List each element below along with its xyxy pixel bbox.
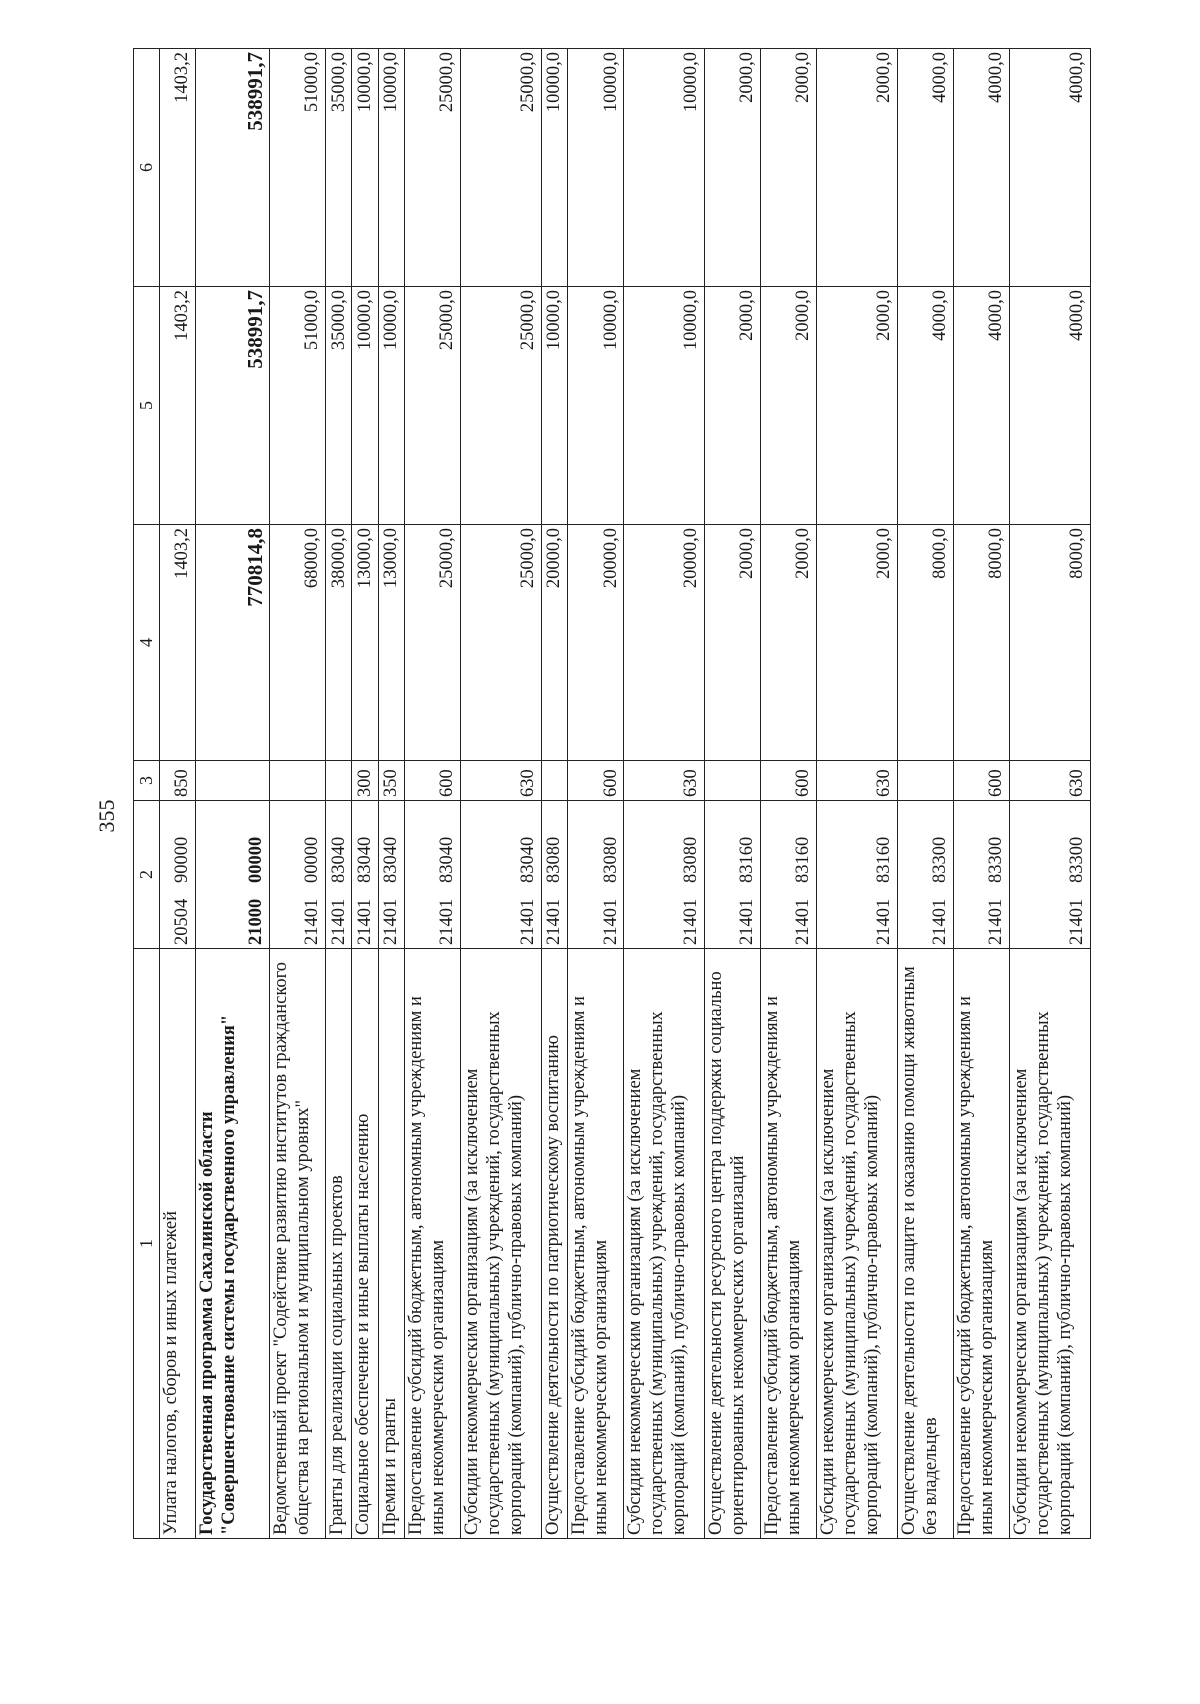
row-name: Осуществление деятельности по защите и оказанию помощи животным без владельцев [897, 949, 953, 1539]
row-expense-type: 600 [954, 761, 1010, 801]
row-expense-type [326, 761, 352, 801]
row-expense-type: 630 [461, 761, 542, 801]
row-code [461, 801, 542, 949]
code-part-1: 20504 [171, 898, 192, 945]
table-row [954, 49, 1010, 1539]
row-expense-type: 600 [405, 761, 461, 801]
row-code [704, 801, 760, 949]
row-value-v4: 2000,0 [761, 525, 817, 761]
row-code [378, 801, 404, 949]
code-part-2: 90000 [171, 836, 192, 883]
row-name: Гранты для реализации социальных проектов [326, 949, 352, 1539]
row-expense-type [269, 761, 325, 801]
row-value-v6: 4000,0 [954, 49, 1010, 287]
row-expense-type [195, 761, 269, 801]
code-part-2: 00000 [302, 836, 323, 883]
column-header-2: 2 [134, 801, 160, 949]
row-expense-type: 300 [352, 761, 378, 801]
code-part-1: 21401 [681, 898, 702, 945]
row-value-v4: 1403,2 [159, 525, 195, 761]
code-part-1: 21000 [246, 898, 267, 945]
table-row [1010, 49, 1091, 1539]
row-expense-type: 600 [568, 761, 624, 801]
row-name: Осуществление деятельности по патриотическому воспитанию [541, 949, 567, 1539]
row-value-v6: 2000,0 [761, 49, 817, 287]
table-row [352, 49, 378, 1539]
code-part-2: 83300 [986, 836, 1007, 883]
row-value-v6: 4000,0 [1010, 49, 1091, 287]
row-value-v5: 2000,0 [817, 287, 898, 525]
code-part-2: 83040 [381, 836, 402, 883]
row-value-v5: 4000,0 [897, 287, 953, 525]
row-expense-type [897, 761, 953, 801]
code-part-1: 21401 [302, 898, 323, 945]
table-row [817, 49, 898, 1539]
code-part-1: 21401 [381, 898, 402, 945]
row-code [817, 801, 898, 949]
code-part-2: 83080 [544, 836, 565, 883]
row-code [541, 801, 567, 949]
code-part-1: 21401 [544, 898, 565, 945]
row-code [761, 801, 817, 949]
code-part-2: 83300 [1067, 836, 1088, 883]
row-value-v6: 4000,0 [897, 49, 953, 287]
row-code [624, 801, 705, 949]
table-body [134, 49, 1091, 1539]
row-expense-type: 630 [817, 761, 898, 801]
row-value-v4: 25000,0 [461, 525, 542, 761]
row-value-v6: 10000,0 [568, 49, 624, 287]
row-value-v5: 35000,0 [326, 287, 352, 525]
row-value-v6: 2000,0 [817, 49, 898, 287]
row-value-v4: 2000,0 [704, 525, 760, 761]
row-value-v5: 10000,0 [568, 287, 624, 525]
row-name: Субсидии некоммерческим организациям (за исключением государственных (муниципальных) учреждений, государственных корпораций (компаний), публично-правовых компаний) [624, 949, 705, 1539]
code-part-1: 21401 [600, 898, 621, 945]
row-value-v5: 4000,0 [954, 287, 1010, 525]
row-value-v4: 8000,0 [954, 525, 1010, 761]
row-value-v4: 8000,0 [1010, 525, 1091, 761]
row-name: Государственная программа Сахалинской области "Совершенствование системы государственного управления" [195, 949, 269, 1539]
row-name: Предоставление субсидий бюджетным, автономным учреждениям и иным некоммерческим организациям [954, 949, 1010, 1539]
row-expense-type: 630 [624, 761, 705, 801]
table-row [326, 49, 352, 1539]
table-row [624, 49, 705, 1539]
row-value-v6: 538991,7 [195, 49, 269, 287]
table-row [761, 49, 817, 1539]
row-value-v4: 68000,0 [269, 525, 325, 761]
column-header-5: 5 [134, 287, 160, 525]
row-code [897, 801, 953, 949]
row-value-v5: 1403,2 [159, 287, 195, 525]
row-value-v6: 35000,0 [326, 49, 352, 287]
row-value-v4: 8000,0 [897, 525, 953, 761]
table-row [269, 49, 325, 1539]
row-value-v4: 20000,0 [568, 525, 624, 761]
table-row [461, 49, 542, 1539]
row-value-v4: 38000,0 [326, 525, 352, 761]
row-name: Предоставление субсидий бюджетным, автономным учреждениям и иным некоммерческим организациям [568, 949, 624, 1539]
table-row [541, 49, 567, 1539]
row-value-v5: 2000,0 [704, 287, 760, 525]
row-name: Субсидии некоммерческим организациям (за исключением государственных (муниципальных) учреждений, государственных корпораций (компаний), публично-правовых компаний) [1010, 949, 1091, 1539]
row-code [352, 801, 378, 949]
row-value-v4: 13000,0 [352, 525, 378, 761]
row-name: Осуществление деятельности ресурсного центра поддержки социально ориентированных некоммерческих организаций [704, 949, 760, 1539]
row-value-v5: 10000,0 [541, 287, 567, 525]
code-part-1: 21401 [737, 898, 758, 945]
row-name: Субсидии некоммерческим организациям (за исключением государственных (муниципальных) учреждений, государственных корпораций (компаний), публично-правовых компаний) [461, 949, 542, 1539]
code-part-1: 21401 [518, 898, 539, 945]
code-part-2: 83300 [930, 836, 951, 883]
row-value-v4: 20000,0 [541, 525, 567, 761]
row-code [954, 801, 1010, 949]
code-part-2: 83040 [518, 836, 539, 883]
column-header-1: 1 [134, 949, 160, 1539]
row-value-v4: 770814,8 [195, 525, 269, 761]
code-part-1: 21401 [986, 898, 1007, 945]
code-part-2: 83080 [600, 836, 621, 883]
row-value-v6: 10000,0 [378, 49, 404, 287]
column-header-6: 6 [134, 49, 160, 287]
column-header-3: 3 [134, 761, 160, 801]
table-row [378, 49, 404, 1539]
row-value-v6: 1403,2 [159, 49, 195, 287]
row-expense-type: 850 [159, 761, 195, 801]
code-part-1: 21401 [793, 898, 814, 945]
code-part-1: 21401 [930, 898, 951, 945]
row-expense-type: 600 [761, 761, 817, 801]
row-value-v4: 25000,0 [405, 525, 461, 761]
row-code [269, 801, 325, 949]
row-value-v6: 10000,0 [624, 49, 705, 287]
table-row [704, 49, 760, 1539]
table-row [405, 49, 461, 1539]
row-name: Ведомственный проект "Содействие развитию институтов гражданского общества на региональном и муниципальном уровнях" [269, 949, 325, 1539]
row-expense-type [704, 761, 760, 801]
row-code [195, 801, 269, 949]
code-part-2: 83040 [328, 836, 349, 883]
row-value-v5: 4000,0 [1010, 287, 1091, 525]
row-name: Предоставление субсидий бюджетным, автономным учреждениям и иным некоммерческим организациям [761, 949, 817, 1539]
row-value-v5: 25000,0 [405, 287, 461, 525]
code-part-2: 00000 [246, 836, 267, 883]
row-value-v6: 25000,0 [405, 49, 461, 287]
code-part-1: 21401 [874, 898, 895, 945]
row-value-v6: 2000,0 [704, 49, 760, 287]
table-row [568, 49, 624, 1539]
table-row [159, 49, 195, 1539]
code-part-2: 83160 [793, 836, 814, 883]
code-part-1: 21401 [1067, 898, 1088, 945]
row-name: Предоставление субсидий бюджетным, автономным учреждениям и иным некоммерческим организациям [405, 949, 461, 1539]
row-value-v6: 51000,0 [269, 49, 325, 287]
row-value-v5: 10000,0 [624, 287, 705, 525]
row-code [159, 801, 195, 949]
code-part-2: 83160 [737, 836, 758, 883]
row-value-v4: 13000,0 [378, 525, 404, 761]
table-row [897, 49, 953, 1539]
row-expense-type: 630 [1010, 761, 1091, 801]
row-code [326, 801, 352, 949]
rotated-table-container [133, 49, 1091, 1539]
row-name: Социальное обеспечение и иные выплаты населению [352, 949, 378, 1539]
budget-table [133, 48, 1091, 1539]
row-value-v4: 2000,0 [817, 525, 898, 761]
header-row [134, 49, 160, 1539]
row-name: Субсидии некоммерческим организациям (за исключением государственных (муниципальных) учреждений, государственных корпораций (компаний), публично-правовых компаний) [817, 949, 898, 1539]
row-name: Премии и гранты [378, 949, 404, 1539]
code-part-1: 21401 [354, 898, 375, 945]
row-value-v4: 20000,0 [624, 525, 705, 761]
row-code [1010, 801, 1091, 949]
code-part-2: 83160 [874, 836, 895, 883]
code-part-1: 21401 [328, 898, 349, 945]
row-expense-type: 350 [378, 761, 404, 801]
row-value-v6: 10000,0 [541, 49, 567, 287]
code-part-2: 83040 [354, 836, 375, 883]
column-header-4: 4 [134, 525, 160, 761]
row-expense-type [541, 761, 567, 801]
table-row [195, 49, 269, 1539]
row-name: Уплата налогов, сборов и иных платежей [159, 949, 195, 1539]
row-code [568, 801, 624, 949]
page-number: 355 [94, 799, 119, 833]
code-part-2: 83040 [437, 836, 458, 883]
row-value-v5: 2000,0 [761, 287, 817, 525]
row-value-v5: 538991,7 [195, 287, 269, 525]
row-value-v5: 25000,0 [461, 287, 542, 525]
code-part-1: 21401 [437, 898, 458, 945]
code-part-2: 83080 [681, 836, 702, 883]
row-code [405, 801, 461, 949]
row-value-v5: 51000,0 [269, 287, 325, 525]
row-value-v5: 10000,0 [352, 287, 378, 525]
row-value-v6: 10000,0 [352, 49, 378, 287]
row-value-v6: 25000,0 [461, 49, 542, 287]
row-value-v5: 10000,0 [378, 287, 404, 525]
